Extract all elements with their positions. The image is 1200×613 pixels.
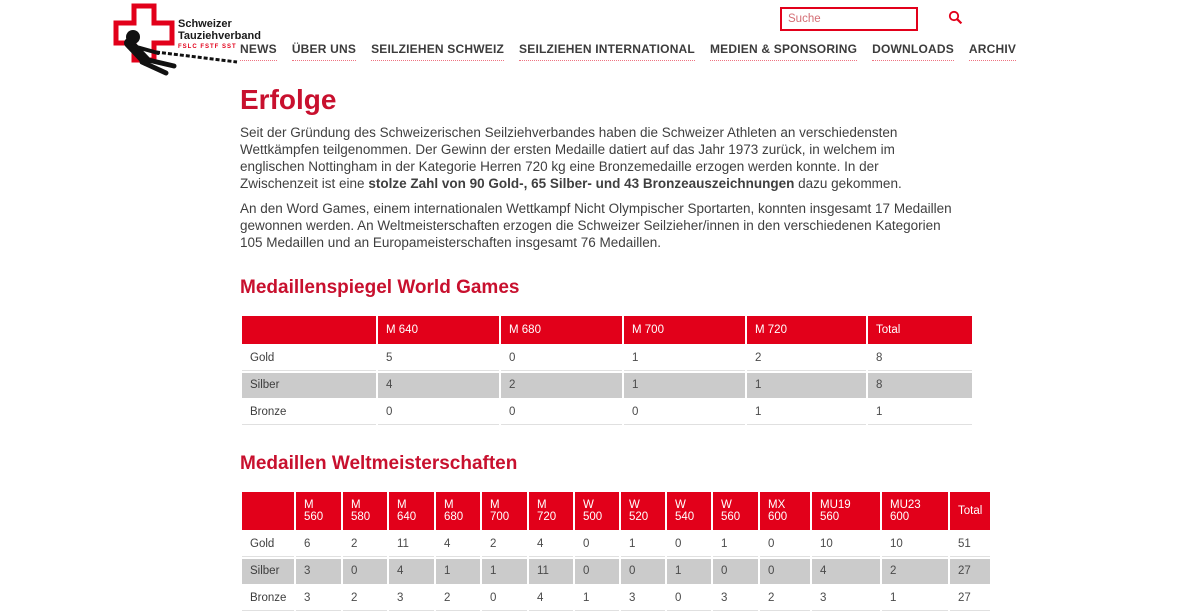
medal-table-weltmeisterschaften <box>240 490 992 613</box>
section-title-weltmeisterschaften: Medaillen Weltmeisterschaften <box>240 453 518 474</box>
nav-item-seilziehen-international[interactable]: SEILZIEHEN INTERNATIONAL <box>519 42 695 61</box>
column-header: M 700 <box>482 492 527 530</box>
column-header: W 520 <box>621 492 665 530</box>
value-cell: 1 <box>713 532 758 557</box>
value-cell: 4 <box>436 532 480 557</box>
value-cell: 1 <box>575 586 619 611</box>
value-cell: 0 <box>760 532 810 557</box>
column-header: MU19 560 <box>812 492 880 530</box>
table-row <box>242 559 990 584</box>
value-cell: 2 <box>760 586 810 611</box>
value-cell: 0 <box>575 532 619 557</box>
logo-text-line3: FSLC FSTF SST <box>178 44 237 50</box>
value-cell: 0 <box>667 532 711 557</box>
column-header: W 500 <box>575 492 619 530</box>
value-cell: 4 <box>812 559 880 584</box>
value-cell: 0 <box>575 559 619 584</box>
nav-item-seilziehen-schweiz[interactable]: SEILZIEHEN SCHWEIZ <box>371 42 504 61</box>
row-label: Bronze <box>242 400 376 425</box>
value-cell: 1 <box>621 532 665 557</box>
value-cell: 3 <box>713 586 758 611</box>
value-cell: 8 <box>868 346 972 371</box>
value-cell: 2 <box>343 532 387 557</box>
column-header: Total <box>868 316 972 344</box>
table-row <box>242 532 990 557</box>
logo-text-line1: Schweizer <box>178 18 232 30</box>
value-cell: 10 <box>812 532 880 557</box>
value-cell: 1 <box>667 559 711 584</box>
section-title-world-games: Medaillenspiegel World Games <box>240 277 520 298</box>
column-header: M 640 <box>389 492 434 530</box>
table-header-row <box>242 316 972 344</box>
column-header: M 640 <box>378 316 499 344</box>
logo-text-line2: Tauziehverband <box>178 30 261 42</box>
value-cell: 0 <box>621 559 665 584</box>
table-row <box>242 373 972 398</box>
value-cell: 51 <box>950 532 990 557</box>
table-row <box>242 400 972 425</box>
value-cell: 2 <box>882 559 948 584</box>
search-input[interactable] <box>782 9 948 29</box>
value-cell: 0 <box>501 346 622 371</box>
value-cell: 3 <box>389 586 434 611</box>
value-cell: 1 <box>624 346 745 371</box>
value-cell: 2 <box>436 586 480 611</box>
intro-paragraph-1 <box>240 124 960 192</box>
value-cell: 11 <box>389 532 434 557</box>
value-cell: 1 <box>882 586 948 611</box>
paragraph-text: Seit der Gründung des Schweizerischen Seilziehverbandes haben die Schweizer Athleten an verschiedensten Wettkämpfen teilgenommen. Der Gewinn der ersten Medaille datiert auf das Jahr 1973 zurück, in welchem im englischen Nottingham in der Kategorie Herren 720 kg eine Bronzemedaille erzogen werden konnte. In der Zwischenzeit ist eine <box>240 125 898 191</box>
value-cell: 6 <box>296 532 341 557</box>
value-cell: 2 <box>501 373 622 398</box>
paragraph-bold-text: stolze Zahl von 90 Gold-, 65 Silber- und 43 Bronzeauszeichnungen <box>368 176 795 191</box>
value-cell: 1 <box>868 400 972 425</box>
value-cell: 0 <box>760 559 810 584</box>
search-icon <box>948 10 963 28</box>
corner-header <box>242 316 376 344</box>
value-cell: 4 <box>378 373 499 398</box>
value-cell: 0 <box>667 586 711 611</box>
value-cell: 1 <box>747 373 866 398</box>
value-cell: 3 <box>812 586 880 611</box>
page-title: Erfolge <box>240 84 337 115</box>
main-content <box>0 84 983 613</box>
intro-paragraph-2: An den Word Games, einem internationalen Wettkampf Nicht Olympischer Sportarten, konnten insgesamt 17 Medaillen gewonnen werden. An Weltmeisterschaften erzogen die Schweizer Seilzieher/innen in den verschiedenen Kategorien 105 Medaillen und an Europameisterschaften insgesamt 76 Medaillen. <box>240 201 952 250</box>
column-header: M 580 <box>343 492 387 530</box>
value-cell: 2 <box>747 346 866 371</box>
value-cell: 3 <box>621 586 665 611</box>
value-cell: 4 <box>529 586 573 611</box>
column-header: M 700 <box>624 316 745 344</box>
column-header: M 560 <box>296 492 341 530</box>
table-row <box>242 586 990 611</box>
value-cell: 0 <box>501 400 622 425</box>
row-label: Bronze <box>242 586 294 611</box>
value-cell: 2 <box>482 532 527 557</box>
column-header: M 720 <box>747 316 866 344</box>
paragraph-text: dazu gekommen. <box>794 176 902 191</box>
nav-item-medien-sponsoring[interactable]: MEDIEN & SPONSORING <box>710 42 857 61</box>
nav-item-downloads[interactable]: DOWNLOADS <box>872 42 954 61</box>
column-header: W 560 <box>713 492 758 530</box>
value-cell: 1 <box>482 559 527 584</box>
column-header: Total <box>950 492 990 530</box>
value-cell: 3 <box>296 559 341 584</box>
corner-header <box>242 492 294 530</box>
medal-table-world-games <box>240 314 974 427</box>
value-cell: 27 <box>950 559 990 584</box>
table-header-row <box>242 492 990 530</box>
value-cell: 1 <box>747 400 866 425</box>
value-cell: 27 <box>950 586 990 611</box>
row-label: Silber <box>242 559 294 584</box>
nav-item-ueber-uns[interactable]: ÜBER UNS <box>292 42 356 61</box>
column-header: MX 600 <box>760 492 810 530</box>
column-header: W 540 <box>667 492 711 530</box>
value-cell: 5 <box>378 346 499 371</box>
value-cell: 8 <box>868 373 972 398</box>
value-cell: 0 <box>713 559 758 584</box>
column-header: M 680 <box>436 492 480 530</box>
value-cell: 0 <box>378 400 499 425</box>
value-cell: 4 <box>529 532 573 557</box>
value-cell: 0 <box>343 559 387 584</box>
row-label: Gold <box>242 532 294 557</box>
main-nav <box>240 42 1016 61</box>
column-header: M 720 <box>529 492 573 530</box>
tug-of-war-logo-icon <box>106 63 238 80</box>
value-cell: 1 <box>624 373 745 398</box>
search-button[interactable] <box>948 9 963 29</box>
value-cell: 10 <box>882 532 948 557</box>
column-header: M 680 <box>501 316 622 344</box>
value-cell: 1 <box>436 559 480 584</box>
nav-item-news[interactable]: NEWS <box>240 42 277 61</box>
value-cell: 2 <box>343 586 387 611</box>
value-cell: 11 <box>529 559 573 584</box>
value-cell: 3 <box>296 586 341 611</box>
table-row <box>242 346 972 371</box>
row-label: Silber <box>242 373 376 398</box>
column-header: MU23 600 <box>882 492 948 530</box>
value-cell: 0 <box>624 400 745 425</box>
row-label: Gold <box>242 346 376 371</box>
value-cell: 4 <box>389 559 434 584</box>
search-box <box>780 7 918 31</box>
nav-item-archiv[interactable]: ARCHIV <box>969 42 1016 61</box>
site-header <box>0 0 1200 80</box>
value-cell: 0 <box>482 586 527 611</box>
